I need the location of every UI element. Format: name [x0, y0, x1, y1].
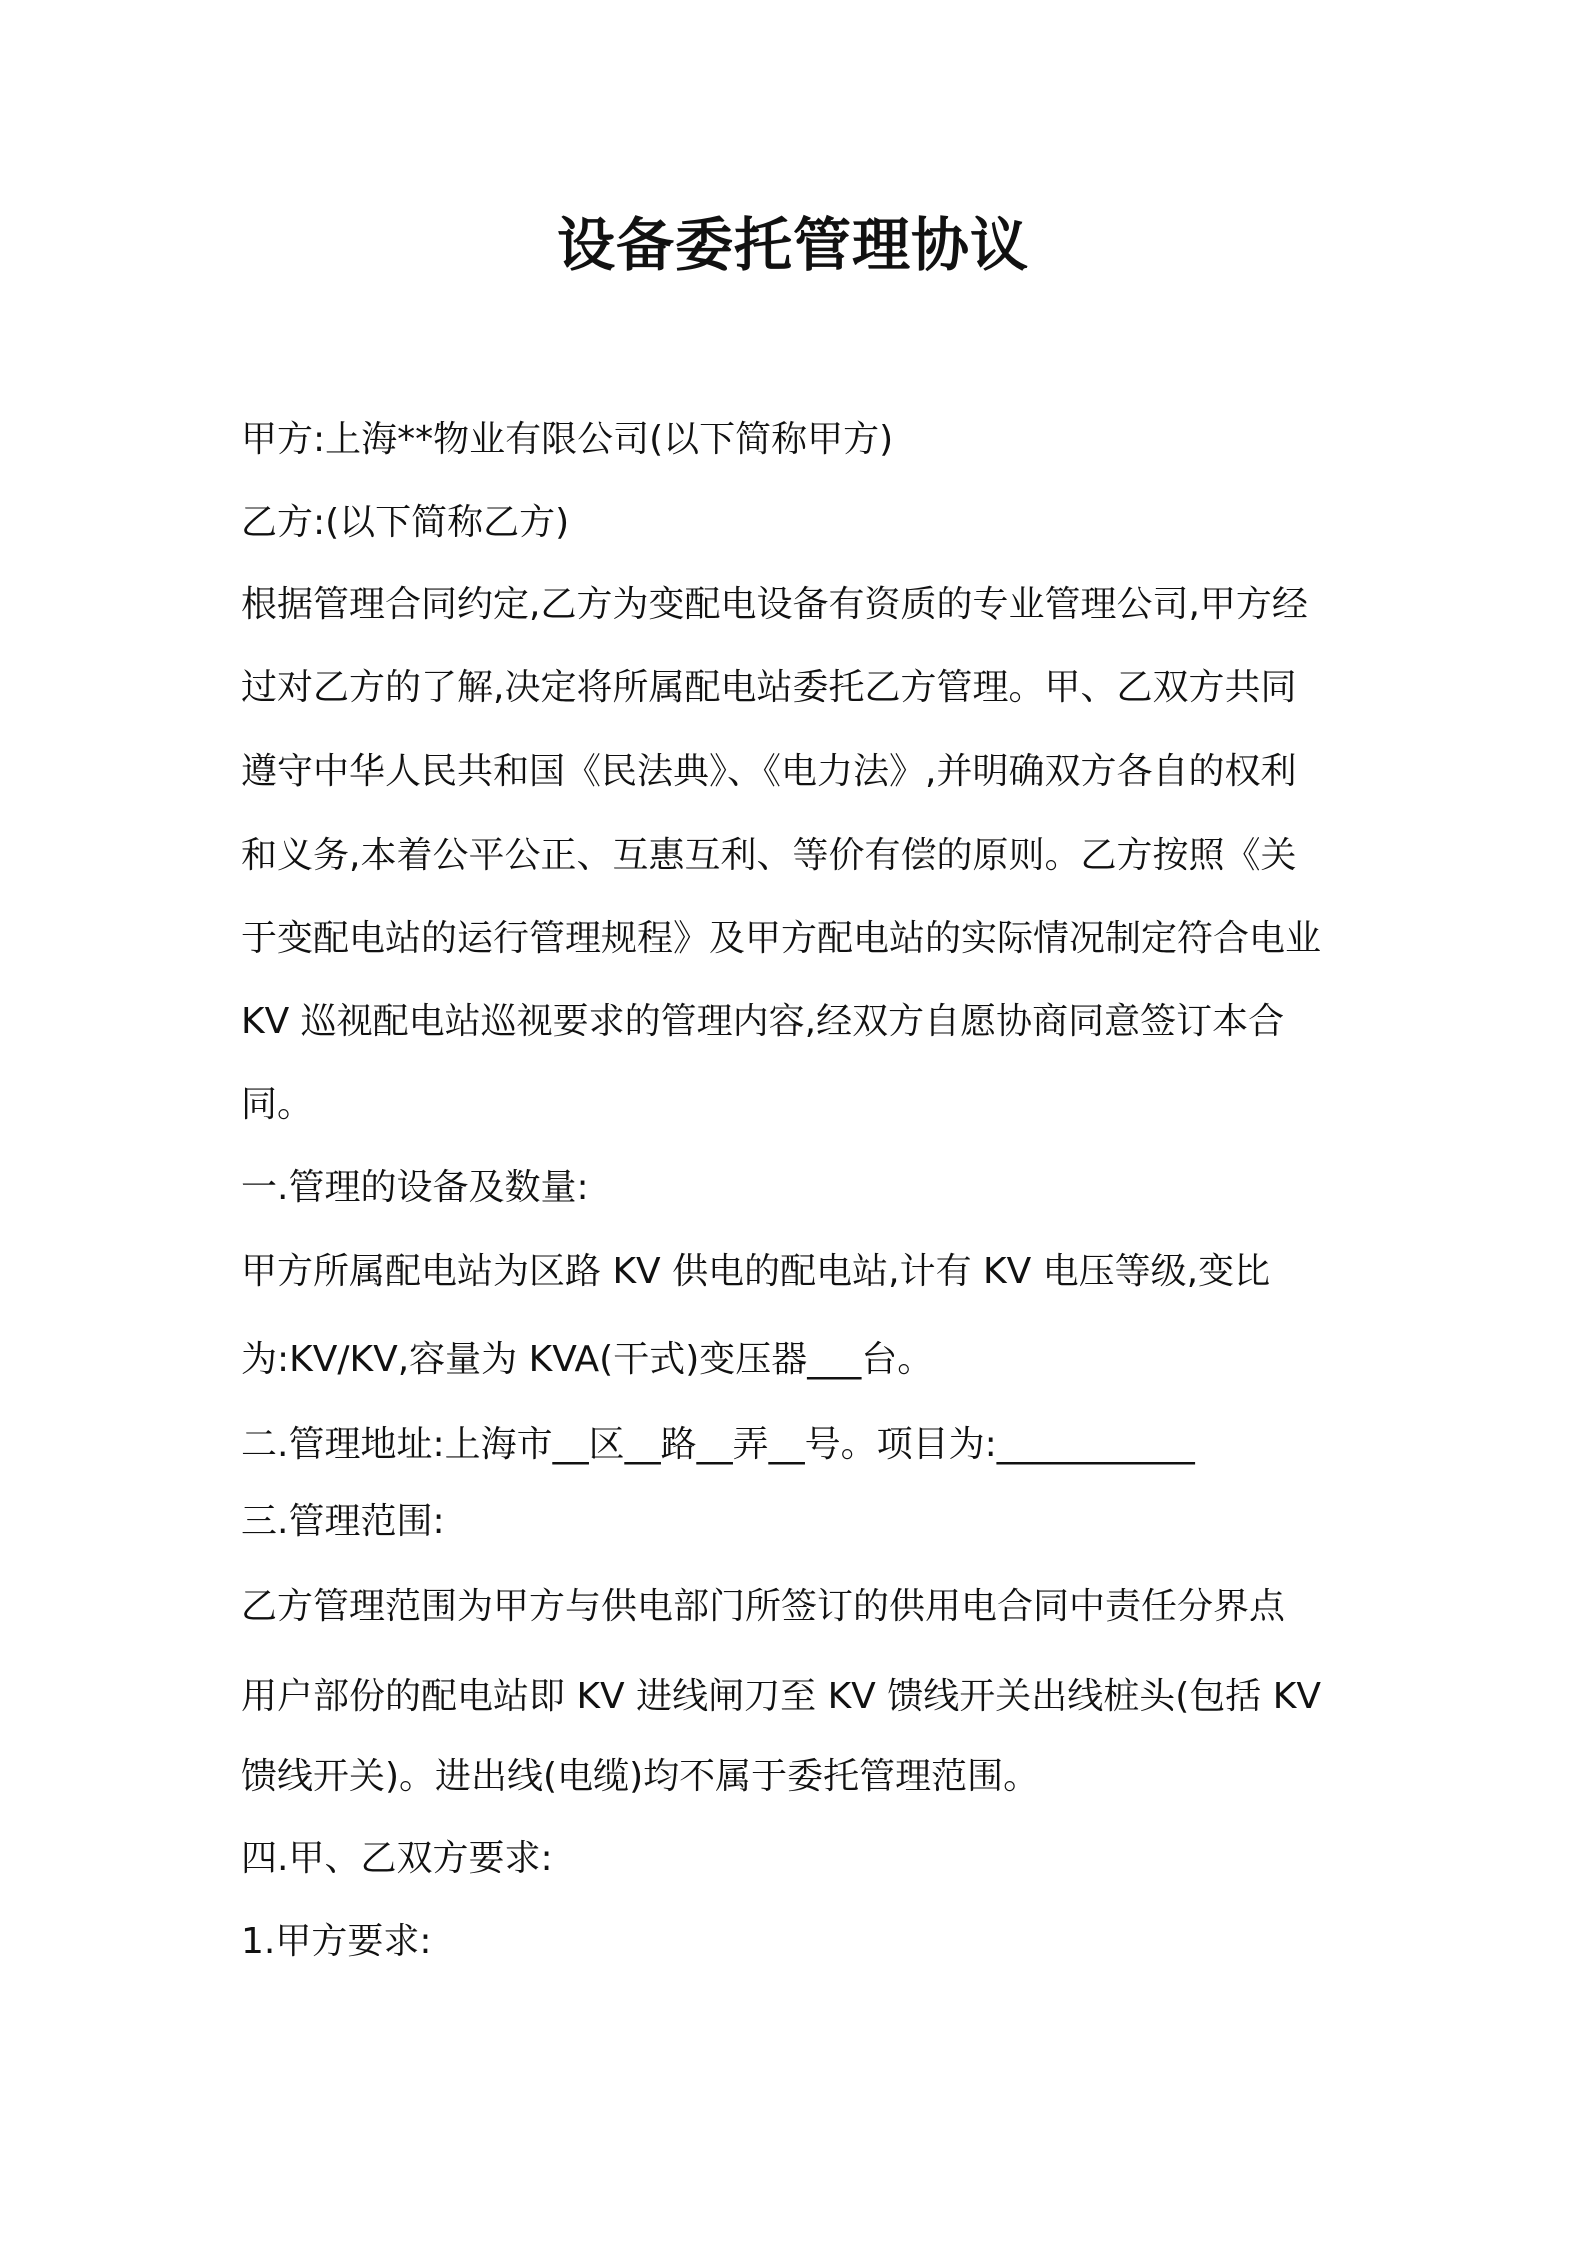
paragraph-line: 根据管理合同约定,乙方为变配电设备有资质的专业管理公司,甲方经	[241, 584, 1308, 625]
section-heading: 二.管理地址:上海市__区__路__弄__号。项目为:___________	[241, 1424, 1195, 1465]
paragraph-line: 过对乙方的了解,决定将所属配电站委托乙方管理。甲、乙双方共同	[241, 667, 1297, 708]
paragraph-line: 遵守中华人民共和国《民法典》、《电力法》,并明确双方各自的权利	[241, 751, 1297, 792]
paragraph-line: 于变配电站的运行管理规程》及甲方配电站的实际情况制定符合电业	[241, 918, 1322, 959]
paragraph-line: 同。	[241, 1084, 314, 1125]
party-a-line: 甲方:上海**物业有限公司(以下简称甲方)	[241, 419, 894, 460]
paragraph-line: 乙方管理范围为甲方与供电部门所签订的供用电合同中责任分界点	[241, 1586, 1286, 1627]
paragraph-line: 馈线开关)。进出线(电缆)均不属于委托管理范围。	[241, 1756, 1040, 1797]
section-heading: 三.管理范围:	[241, 1501, 445, 1542]
party-b-line: 乙方:(以下简称乙方)	[241, 502, 570, 543]
paragraph-line: KV 巡视配电站巡视要求的管理内容,经双方自愿协商同意签订本合	[241, 1001, 1285, 1042]
section-heading: 一.管理的设备及数量:	[241, 1167, 589, 1208]
paragraph-line: 用户部份的配电站即 KV 进线闸刀至 KV 馈线开关出线桩头(包括 KV	[241, 1676, 1321, 1717]
section-heading: 四.甲、乙双方要求:	[241, 1838, 553, 1879]
document-title: 设备委托管理协议	[556, 211, 1029, 279]
paragraph-line: 为:KV/KV,容量为 KVA(干式)变压器___台。	[241, 1339, 934, 1380]
subsection-heading: 1.甲方要求:	[241, 1921, 432, 1962]
paragraph-line: 甲方所属配电站为区路 KV 供电的配电站,计有 KV 电压等级,变比	[241, 1251, 1271, 1292]
paragraph-line: 和义务,本着公平公正、互惠互利、等价有偿的原则。乙方按照《关	[241, 835, 1297, 876]
